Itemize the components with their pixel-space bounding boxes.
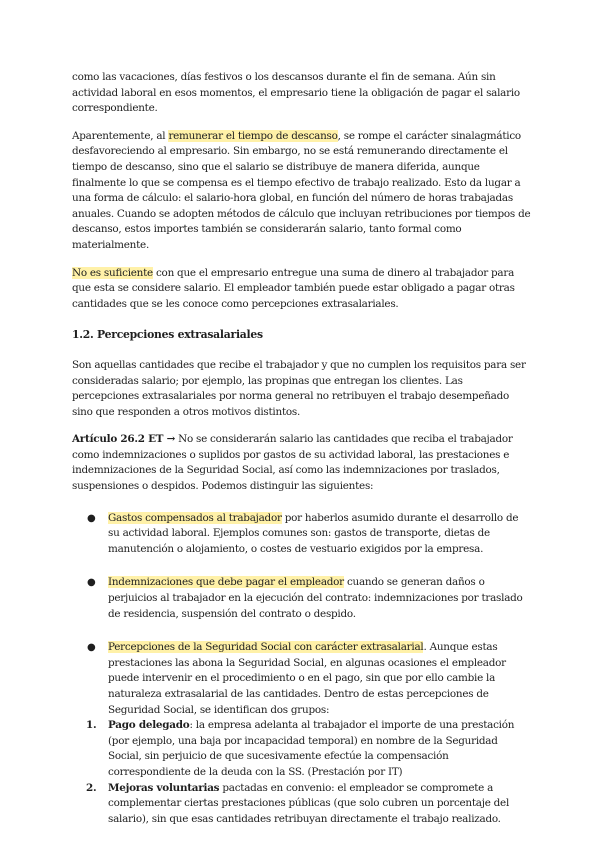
paragraph-articulo xyxy=(72,432,532,494)
paragraph-remunerar-pre: Aparentemente, al xyxy=(72,129,169,142)
highlight-indemnizaciones: Indemnizaciones que debe pagar el empleador xyxy=(108,576,344,589)
paragraph-remunerar xyxy=(72,129,532,254)
highlight-no-es-suficiente: No es suficiente xyxy=(72,266,153,279)
list-item-title: Pago delegado xyxy=(108,719,190,732)
list-item-title: Mejoras voluntarias xyxy=(108,781,220,794)
bullet-text: cuando se generan daños o perjuicios al trabajador en la ejecución del contrato: indemnizaciones por traslado de residencia, suspensión del contrato o despido. xyxy=(108,576,523,620)
bullet-text: . Aunque estas prestaciones las abona la Seguridad Social, en algunas ocasiones el empleador puede intervenir en el procedimiento o en el pago, sin que por ello cambie la naturaleza extrasalarial de las cantidades. Dentro de estas percepciones de Seguridad Social, se identifican dos grupos: xyxy=(108,641,506,716)
bullet-item-indemnizaciones xyxy=(72,575,532,622)
bullet-text: por haberlos asumido durante el desarrollo de su actividad laboral. Ejemplos comunes son: gastos de transporte, dietas de manutención o alojamiento, o costes de vestuario exigidos por la empresa. xyxy=(108,511,519,555)
paragraph-remunerar-post: , se rompe el carácter sinalagmático desfavoreciendo al empresario. Sin embargo, no se está remunerando directamente el tiempo de descanso, sino que el salario se distribuye de manera diferida, aunque finalmente lo que se compensa es el tiempo efectivo de trabajo realizado. Esto da lugar a una forma de cálculo: el salario-hora global, en función del número de horas trabajadas anuales. Cuando se adopten métodos de cálculo que incluyan retribuciones por tiempos de descanso, estos importes también se considerarán salario, tanto formal como materialmente. xyxy=(72,129,531,251)
numbered-list xyxy=(72,718,532,827)
highlight-remunerar: remunerar el tiempo de descanso xyxy=(168,129,338,142)
bullet-icon: ● xyxy=(87,642,96,654)
highlight-gastos: Gastos compensados al trabajador xyxy=(108,511,282,524)
paragraph-definicion: Son aquellas cantidades que recibe el trabajador y que no cumplen los requisitos para ser consideradas salario; por ejemplo, las propinas que entregan los clientes. Las percepciones extrasalariales por norma general no retribuyen el trabajo desempeñado sino que responden a otros motivos distintos. xyxy=(72,358,526,418)
bullet-icon: ● xyxy=(87,577,96,589)
bullet-item-gastos xyxy=(72,511,532,558)
bullet-icon: ● xyxy=(87,512,96,524)
paragraph-vacaciones: como las vacaciones, días festivos o los descansos durante el fin de semana. Aún sin actividad laboral en esos momentos, el empresario tiene la obligación de pagar el salario correspondiente. xyxy=(72,71,520,115)
list-number: 2. xyxy=(86,781,97,794)
paragraph-no-es-suficiente-post: con que el empresario entregue una suma de dinero al trabajador para que esta se considere salario. El empleador también puede estar obligado a pagar otras cantidades que se les conoce como percepciones extrasalariales. xyxy=(72,266,515,310)
articulo-text: No se considerarán salario las cantidades que reciba el trabajador como indemnizaciones o suplidos por gastos de su actividad laboral, las prestaciones e indemnizaciones de la Seguridad Social, así como las indemnizaciones por traslados, suspensiones o despidos. Podemos distinguir las siguientes: xyxy=(72,433,513,493)
articulo-label: Artículo 26.2 ET → xyxy=(72,433,176,446)
list-number: 1. xyxy=(86,719,97,732)
list-item-pago-delegado xyxy=(72,718,532,780)
bullet-item-percepciones-ss xyxy=(72,640,532,718)
list-item-text: : la empresa adelanta al trabajador el importe de una prestación (por ejemplo, una baja por incapacidad temporal) en nombre de la Seguridad Social, sin perjuicio de que sucesivamente efectúe la compensación correspondiente de la deuda con la SS. (Prestación por IT) xyxy=(108,719,515,778)
document-body xyxy=(72,70,532,827)
paragraph-no-es-suficiente xyxy=(72,266,532,313)
list-item-mejoras-voluntarias xyxy=(72,781,532,828)
highlight-percepciones-ss: Percepciones de la Seguridad Social con carácter extrasalarial xyxy=(108,641,424,654)
section-heading: 1.2. Percepciones extrasalariales xyxy=(72,328,263,342)
list-item-text: pactadas en convenio: el empleador se compromete a complementar ciertas prestaciones públicas (que solo cubren un porcentaje del salario), sin que esas cantidades retribuyan directamente el trabajo realizado. xyxy=(108,781,510,825)
